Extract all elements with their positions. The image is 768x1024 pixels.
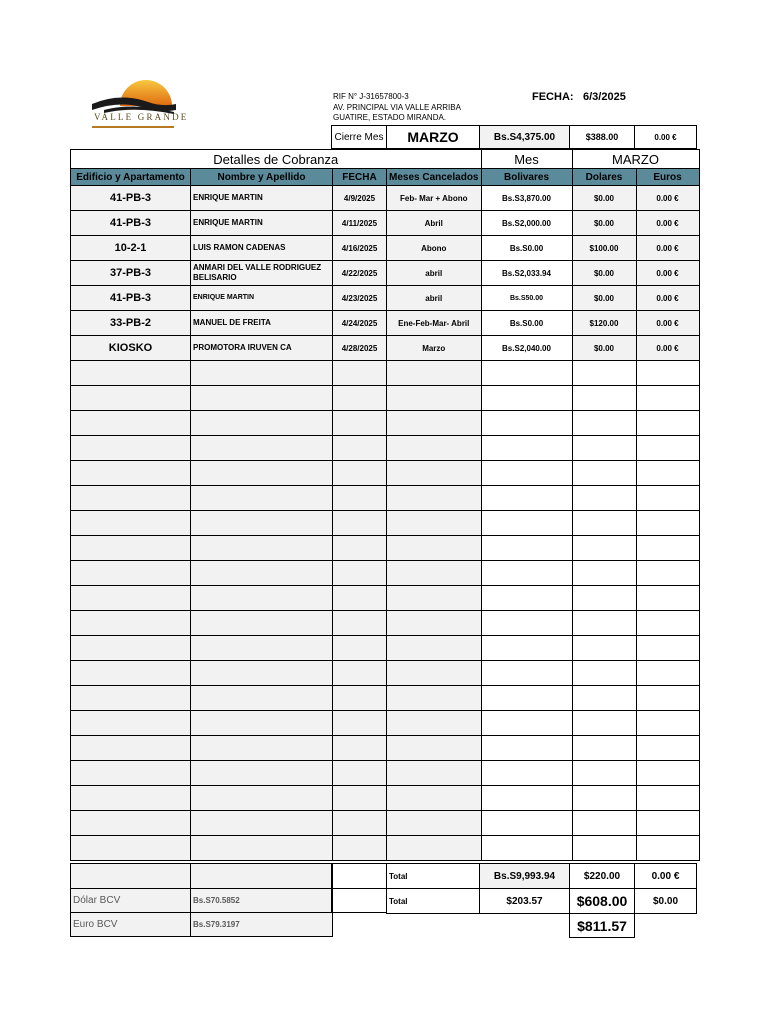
empty-cell <box>71 711 191 736</box>
empty-cell <box>71 436 191 461</box>
euro-bcv-label: Euro BCV <box>70 912 191 937</box>
euros-cell: 0.00 € <box>636 311 699 336</box>
empty-cell <box>572 711 636 736</box>
empty-cell <box>636 511 699 536</box>
empty-cell <box>636 836 699 861</box>
empty-cell <box>572 686 636 711</box>
empty-cell <box>572 486 636 511</box>
date-cell: 4/22/2025 <box>333 261 387 286</box>
months-cell: Abono <box>387 236 482 261</box>
date-cell: 4/16/2025 <box>333 236 387 261</box>
empty-cell <box>333 461 387 486</box>
empty-cell <box>191 611 333 636</box>
apt-cell: 41-PB-3 <box>71 211 191 236</box>
empty-cell <box>572 836 636 861</box>
name-cell: MANUEL DE FREITA <box>191 311 333 336</box>
empty-cell <box>333 511 387 536</box>
col-header-bolivares: Bolivares <box>481 169 572 186</box>
empty-cell <box>71 836 191 861</box>
empty-cell <box>572 411 636 436</box>
dolares-cell: $0.00 <box>572 261 636 286</box>
empty-cell <box>71 411 191 436</box>
empty-cell <box>636 461 699 486</box>
empty-cell <box>572 586 636 611</box>
col-header-dolares: Dolares <box>572 169 636 186</box>
dolares-cell: $0.00 <box>572 336 636 361</box>
empty-row <box>71 811 700 836</box>
empty-cell <box>572 786 636 811</box>
empty-row <box>71 611 700 636</box>
table-header-row <box>71 169 700 186</box>
empty-cell <box>636 686 699 711</box>
empty-cell <box>387 411 482 436</box>
fecha-value: 6/3/2025 <box>583 91 626 103</box>
empty-cell <box>333 361 387 386</box>
empty-cell <box>572 611 636 636</box>
date-cell: 4/9/2025 <box>333 186 387 211</box>
empty-cell <box>572 761 636 786</box>
empty-cell <box>191 786 333 811</box>
name-cell: ENRIQUE MARTIN <box>191 211 333 236</box>
empty-cell <box>333 486 387 511</box>
bolivares-cell: Bs.S2,000.00 <box>481 211 572 236</box>
empty-cell <box>191 436 333 461</box>
empty-cell <box>572 511 636 536</box>
empty-cell <box>636 361 699 386</box>
empty-cell <box>191 561 333 586</box>
empty-cell <box>387 611 482 636</box>
empty-row <box>71 386 700 411</box>
footer-blank-1 <box>70 863 191 889</box>
empty-cell <box>387 761 482 786</box>
empty-cell <box>387 811 482 836</box>
empty-cell <box>191 686 333 711</box>
address-line-2: GUATIRE, ESTADO MIRANDA. <box>333 113 447 122</box>
empty-cell <box>71 586 191 611</box>
date-cell: 4/24/2025 <box>333 311 387 336</box>
empty-cell <box>481 761 572 786</box>
name-cell: LUIS RAMON CADENAS <box>191 236 333 261</box>
empty-row <box>71 736 700 761</box>
empty-cell <box>481 611 572 636</box>
table-row <box>71 186 700 211</box>
empty-row <box>71 461 700 486</box>
total2-label: Total <box>386 888 480 914</box>
company-info <box>333 92 461 124</box>
months-cell: abril <box>387 286 482 311</box>
empty-cell <box>191 636 333 661</box>
empty-cell <box>333 736 387 761</box>
empty-cell <box>333 836 387 861</box>
empty-cell <box>71 511 191 536</box>
euros-cell: 0.00 € <box>636 261 699 286</box>
empty-cell <box>191 661 333 686</box>
empty-cell <box>71 561 191 586</box>
table-row <box>71 336 700 361</box>
euros-cell: 0.00 € <box>636 336 699 361</box>
empty-cell <box>636 761 699 786</box>
date-cell: 4/11/2025 <box>333 211 387 236</box>
bolivares-cell: Bs.S0.00 <box>481 236 572 261</box>
empty-cell <box>71 486 191 511</box>
empty-cell <box>387 461 482 486</box>
empty-cell <box>481 386 572 411</box>
empty-cell <box>387 436 482 461</box>
total2-bs-usd: $203.57 <box>479 888 570 914</box>
empty-cell <box>636 786 699 811</box>
bolivares-cell: Bs.S0.00 <box>481 311 572 336</box>
empty-row <box>71 486 700 511</box>
table-row <box>71 311 700 336</box>
empty-row <box>71 636 700 661</box>
empty-cell <box>387 586 482 611</box>
apt-cell: 10-2-1 <box>71 236 191 261</box>
date-cell: 4/23/2025 <box>333 286 387 311</box>
fecha-label: FECHA: <box>532 91 574 103</box>
empty-cell <box>71 536 191 561</box>
cierre-euros: 0.00 € <box>634 125 697 149</box>
cierre-month: MARZO <box>386 125 480 149</box>
address-line-1: AV. PRINCIPAL VIA VALLE ARRIBA <box>333 102 461 112</box>
empty-cell <box>333 636 387 661</box>
empty-cell <box>191 511 333 536</box>
grand-total: $811.57 <box>569 913 635 938</box>
col-header-euros: Euros <box>636 169 699 186</box>
cierre-bolivares: Bs.S4,375.00 <box>479 125 570 149</box>
empty-cell <box>387 636 482 661</box>
total2-euros: $0.00 <box>634 888 697 914</box>
table-title-row <box>71 150 700 169</box>
apt-cell: 41-PB-3 <box>71 286 191 311</box>
total-dolares: $220.00 <box>569 863 635 889</box>
col-header-apartamento: Edificio y Apartamento <box>71 169 191 186</box>
empty-cell <box>387 686 482 711</box>
empty-cell <box>71 736 191 761</box>
empty-cell <box>636 436 699 461</box>
empty-row <box>71 436 700 461</box>
empty-cell <box>191 536 333 561</box>
empty-cell <box>387 786 482 811</box>
empty-row <box>71 361 700 386</box>
date-cell: 4/28/2025 <box>333 336 387 361</box>
empty-cell <box>481 786 572 811</box>
empty-cell <box>572 661 636 686</box>
empty-cell <box>387 361 482 386</box>
euro-bcv-value: Bs.S79.3197 <box>190 912 333 937</box>
empty-cell <box>481 436 572 461</box>
dolares-cell: $0.00 <box>572 286 636 311</box>
empty-cell <box>71 761 191 786</box>
empty-cell <box>572 361 636 386</box>
empty-cell <box>387 836 482 861</box>
total-euros: 0.00 € <box>634 863 697 889</box>
empty-cell <box>333 786 387 811</box>
dolar-bcv-label: Dólar BCV <box>70 888 191 913</box>
empty-cell <box>481 661 572 686</box>
empty-cell <box>387 561 482 586</box>
empty-cell <box>191 761 333 786</box>
empty-cell <box>333 561 387 586</box>
empty-cell <box>572 436 636 461</box>
apt-cell: 41-PB-3 <box>71 186 191 211</box>
logo-wordmark: VALLE GRANDE <box>94 112 189 122</box>
empty-cell <box>71 361 191 386</box>
apt-cell: KIOSKO <box>71 336 191 361</box>
empty-cell <box>636 811 699 836</box>
total-bolivares: Bs.S9,993.94 <box>479 863 570 889</box>
empty-row <box>71 836 700 861</box>
cierre-mes-label: Cierre Mes <box>331 125 387 149</box>
empty-cell <box>191 386 333 411</box>
empty-cell <box>572 386 636 411</box>
empty-cell <box>333 536 387 561</box>
empty-cell <box>481 361 572 386</box>
empty-cell <box>481 461 572 486</box>
empty-cell <box>636 711 699 736</box>
empty-cell <box>572 811 636 836</box>
empty-cell <box>572 736 636 761</box>
empty-cell <box>333 611 387 636</box>
empty-cell <box>71 461 191 486</box>
empty-cell <box>387 486 482 511</box>
rif-number: RIF N° J-31657800-3 <box>333 92 409 101</box>
empty-cell <box>333 761 387 786</box>
name-cell: ANMARI DEL VALLE RODRIGUEZ BELISARIO <box>191 261 333 286</box>
empty-cell <box>636 411 699 436</box>
empty-cell <box>636 736 699 761</box>
months-cell: Ene-Feb-Mar- Abril <box>387 311 482 336</box>
table-row <box>71 211 700 236</box>
months-cell: Marzo <box>387 336 482 361</box>
table-title: Detalles de Cobranza <box>71 150 482 169</box>
empty-cell <box>572 536 636 561</box>
empty-row <box>71 411 700 436</box>
months-cell: abril <box>387 261 482 286</box>
euros-cell: 0.00 € <box>636 236 699 261</box>
empty-cell <box>333 586 387 611</box>
footer-blank-3 <box>331 863 387 889</box>
empty-cell <box>481 636 572 661</box>
empty-cell <box>481 536 572 561</box>
empty-cell <box>636 561 699 586</box>
cierre-dolares: $388.00 <box>569 125 635 149</box>
apt-cell: 37-PB-3 <box>71 261 191 286</box>
empty-row <box>71 586 700 611</box>
empty-cell <box>387 511 482 536</box>
empty-cell <box>481 811 572 836</box>
empty-cell <box>636 386 699 411</box>
empty-cell <box>191 711 333 736</box>
empty-cell <box>191 361 333 386</box>
empty-cell <box>71 686 191 711</box>
empty-cell <box>71 811 191 836</box>
empty-cell <box>481 561 572 586</box>
empty-cell <box>333 386 387 411</box>
empty-cell <box>636 536 699 561</box>
empty-cell <box>387 736 482 761</box>
empty-cell <box>71 786 191 811</box>
empty-cell <box>191 836 333 861</box>
empty-cell <box>636 586 699 611</box>
col-header-nombre: Nombre y Apellido <box>191 169 333 186</box>
empty-cell <box>333 661 387 686</box>
total2-dolares: $608.00 <box>569 888 635 914</box>
apt-cell: 33-PB-2 <box>71 311 191 336</box>
empty-row <box>71 536 700 561</box>
empty-cell <box>387 386 482 411</box>
mes-label: Mes <box>481 150 572 169</box>
empty-cell <box>333 711 387 736</box>
months-cell: Abril <box>387 211 482 236</box>
bolivares-cell: Bs.S2,033.94 <box>481 261 572 286</box>
dolares-cell: $0.00 <box>572 186 636 211</box>
col-header-meses: Meses Cancelados <box>387 169 482 186</box>
footer-blank-2 <box>190 863 333 889</box>
empty-cell <box>191 736 333 761</box>
dolares-cell: $120.00 <box>572 311 636 336</box>
empty-cell <box>636 636 699 661</box>
empty-cell <box>71 661 191 686</box>
empty-cell <box>333 811 387 836</box>
cobranza-table <box>70 149 700 861</box>
table-row <box>71 261 700 286</box>
empty-cell <box>481 686 572 711</box>
empty-cell <box>71 611 191 636</box>
empty-cell <box>191 411 333 436</box>
empty-row <box>71 761 700 786</box>
empty-cell <box>636 661 699 686</box>
empty-cell <box>572 561 636 586</box>
bolivares-cell: Bs.S2,040.00 <box>481 336 572 361</box>
empty-row <box>71 511 700 536</box>
empty-cell <box>636 611 699 636</box>
euros-cell: 0.00 € <box>636 186 699 211</box>
empty-cell <box>191 811 333 836</box>
euros-cell: 0.00 € <box>636 286 699 311</box>
empty-cell <box>636 486 699 511</box>
empty-cell <box>481 411 572 436</box>
dolar-bcv-value: Bs.S70.5852 <box>190 888 333 913</box>
name-cell: ENRIQUE MARTIN <box>191 186 333 211</box>
empty-row <box>71 786 700 811</box>
empty-cell <box>333 411 387 436</box>
footer-blank-4 <box>331 888 387 913</box>
bolivares-cell: Bs.S50.00 <box>481 286 572 311</box>
dolares-cell: $0.00 <box>572 211 636 236</box>
table-row <box>71 236 700 261</box>
empty-cell <box>333 686 387 711</box>
empty-cell <box>71 386 191 411</box>
col-header-fecha: FECHA <box>333 169 387 186</box>
empty-cell <box>191 486 333 511</box>
empty-row <box>71 561 700 586</box>
empty-cell <box>387 536 482 561</box>
empty-cell <box>333 436 387 461</box>
table-row <box>71 286 700 311</box>
total-label: Total <box>386 863 480 889</box>
empty-cell <box>387 711 482 736</box>
months-cell: Feb- Mar + Abono <box>387 186 482 211</box>
name-cell: PROMOTORA IRUVEN CA <box>191 336 333 361</box>
dolares-cell: $100.00 <box>572 236 636 261</box>
valle-grande-logo <box>90 80 176 130</box>
empty-cell <box>481 586 572 611</box>
empty-cell <box>572 461 636 486</box>
bolivares-cell: Bs.S3,870.00 <box>481 186 572 211</box>
empty-cell <box>191 461 333 486</box>
empty-cell <box>71 636 191 661</box>
euros-cell: 0.00 € <box>636 211 699 236</box>
name-cell: ENRIQUE MARTIN <box>191 286 333 311</box>
empty-cell <box>387 661 482 686</box>
empty-cell <box>572 636 636 661</box>
empty-cell <box>481 711 572 736</box>
empty-row <box>71 686 700 711</box>
empty-cell <box>481 736 572 761</box>
empty-cell <box>481 486 572 511</box>
empty-cell <box>481 836 572 861</box>
empty-cell <box>481 511 572 536</box>
empty-cell <box>191 586 333 611</box>
empty-row <box>71 661 700 686</box>
mes-value: MARZO <box>572 150 699 169</box>
empty-row <box>71 711 700 736</box>
